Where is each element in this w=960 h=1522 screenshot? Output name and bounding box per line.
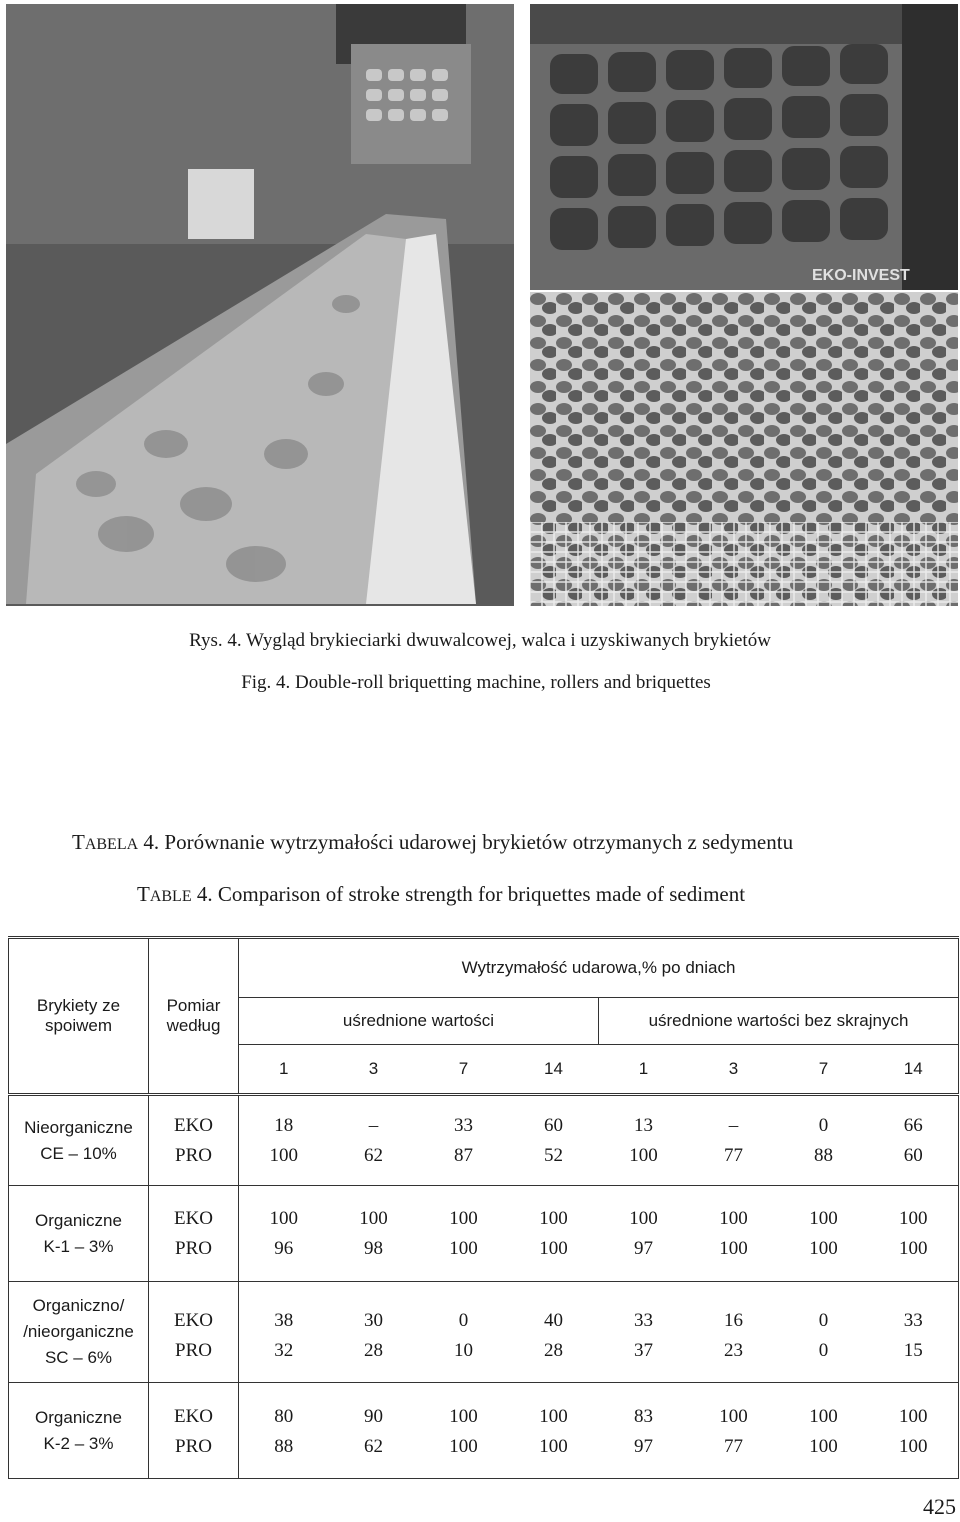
value-cell: 40 — [544, 1310, 563, 1331]
group-name-cell — [9, 1383, 149, 1479]
rollers-photo — [530, 4, 958, 290]
group-name-line: Organiczne — [35, 1407, 122, 1427]
value-cell: 90 — [364, 1406, 383, 1427]
value-cell: 100 — [809, 1208, 838, 1229]
value-cell: 87 — [419, 1141, 509, 1186]
value-cell: 28 — [509, 1336, 599, 1383]
group-name-line: /nieorganiczne — [23, 1322, 134, 1341]
value-cell: 100 — [689, 1234, 779, 1282]
value-cell: 100 — [869, 1186, 959, 1235]
value-cell: 30 — [364, 1310, 383, 1331]
group-name-cell — [9, 1095, 149, 1186]
value-cell: 100 — [359, 1208, 388, 1229]
method-cell: EKO — [149, 1282, 239, 1337]
value-cell: 0 — [818, 1115, 829, 1136]
eko-invest-watermark: EKO-INVEST — [812, 267, 910, 284]
table-row — [9, 1336, 959, 1383]
value-cell: 66 — [869, 1095, 959, 1142]
table-title-en — [137, 882, 745, 907]
table-title-pl-smallcaps: ABELA — [84, 836, 139, 853]
table-title-en-initial: T — [137, 882, 150, 906]
value-cell: 88 — [779, 1141, 869, 1186]
method-cell: PRO — [149, 1141, 239, 1186]
value-cell: 16 — [724, 1310, 743, 1331]
value-cell: 100 — [539, 1406, 568, 1427]
value-cell: 80 — [274, 1406, 294, 1427]
method-cell: EKO — [149, 1186, 239, 1235]
value-cell: 100 — [269, 1208, 298, 1229]
group-name-line: CE – 10% — [40, 1143, 117, 1163]
value-cell: 100 — [599, 1141, 689, 1186]
table-title-pl-text: 4. Porównanie wytrzymałości udarowej brykietów otrzymanych z sedymentu — [138, 830, 794, 854]
header-day-noext-3: 3 — [689, 1045, 779, 1095]
value-cell: 100 — [809, 1406, 838, 1427]
value-cell: 62 — [329, 1141, 419, 1186]
header-day-noext-1: 1 — [599, 1045, 689, 1095]
header-day-noext-14: 14 — [869, 1045, 959, 1095]
value-cell: 0 — [779, 1336, 869, 1383]
table-title-en-text: 4. Comparison of stroke strength for briquettes made of sediment — [191, 882, 746, 906]
value-cell: 13 — [634, 1115, 653, 1136]
value-cell: 100 — [539, 1208, 568, 1229]
value-cell: 37 — [599, 1336, 689, 1383]
value-cell: 97 — [599, 1234, 689, 1282]
value-cell: 98 — [329, 1234, 419, 1282]
method-cell: EKO — [149, 1095, 239, 1142]
value-cell: 100 — [239, 1141, 329, 1186]
group-name-line: Organiczno/ — [32, 1296, 125, 1315]
value-cell: 100 — [509, 1432, 599, 1479]
value-cell: 52 — [509, 1141, 599, 1186]
table-row — [9, 1234, 959, 1282]
value-cell: 32 — [239, 1336, 329, 1383]
value-cell: 33 — [454, 1115, 473, 1136]
value-cell: 100 — [629, 1208, 658, 1229]
table-row — [9, 1186, 959, 1235]
header-day-avg-3: 3 — [329, 1045, 419, 1095]
header-averaged-no-extremes: uśrednione wartości bez skrajnych — [599, 998, 959, 1045]
value-cell: 100 — [449, 1406, 478, 1427]
value-cell: 77 — [689, 1432, 779, 1479]
header-day-avg-14: 14 — [509, 1045, 599, 1095]
group-name-line: Nieorganiczne — [24, 1117, 133, 1137]
value-cell: 100 — [869, 1383, 959, 1433]
method-cell: PRO — [149, 1336, 239, 1383]
value-cell: 23 — [689, 1336, 779, 1383]
briquetting-machine-photo — [6, 4, 514, 606]
value-cell: 100 — [779, 1432, 869, 1479]
value-cell: 18 — [274, 1115, 294, 1136]
value-cell: 100 — [869, 1432, 959, 1479]
value-cell: 100 — [869, 1234, 959, 1282]
value-cell: 0 — [818, 1310, 829, 1331]
value-cell: 28 — [329, 1336, 419, 1383]
group-name-cell — [9, 1282, 149, 1383]
table-title-pl-initial: T — [72, 830, 85, 854]
table-row — [9, 1095, 959, 1142]
group-name-cell — [9, 1186, 149, 1282]
value-cell: 62 — [329, 1432, 419, 1479]
value-cell: 33 — [634, 1310, 653, 1331]
value-cell: 0 — [458, 1310, 469, 1331]
value-cell: – — [368, 1115, 379, 1136]
value-cell: 88 — [239, 1432, 329, 1479]
header-day-avg-7: 7 — [419, 1045, 509, 1095]
value-cell: 60 — [869, 1141, 959, 1186]
table-title-pl — [72, 830, 793, 855]
briquettes-photo — [530, 292, 958, 606]
group-name-line: K-2 – 3% — [43, 1433, 114, 1453]
value-cell: 100 — [509, 1234, 599, 1282]
value-cell: 15 — [869, 1336, 959, 1383]
value-cell: 100 — [719, 1208, 748, 1229]
impact-strength-table — [8, 936, 959, 1479]
group-name-line: Organiczne — [35, 1210, 122, 1230]
value-cell: 100 — [419, 1432, 509, 1479]
method-cell: PRO — [149, 1432, 239, 1479]
header-pomiar: Pomiar według — [149, 938, 239, 1095]
value-cell: 96 — [239, 1234, 329, 1282]
page-number: 425 — [923, 1494, 956, 1519]
method-cell: PRO — [149, 1234, 239, 1282]
table-row — [9, 1141, 959, 1186]
table-row — [9, 1282, 959, 1337]
value-cell: 100 — [449, 1208, 478, 1229]
value-cell: 97 — [599, 1432, 689, 1479]
table-row — [9, 1383, 959, 1433]
header-averaged: uśrednione wartości — [239, 998, 599, 1045]
header-day-avg-1: 1 — [239, 1045, 329, 1095]
value-cell: 60 — [544, 1115, 563, 1136]
table-row — [9, 1432, 959, 1479]
figure-caption-pl: Rys. 4. Wygląd brykieciarki dwuwalcowej, walca i uzyskiwanych brykietów — [189, 630, 771, 651]
header-day-noext-7: 7 — [779, 1045, 869, 1095]
value-cell: 100 — [779, 1234, 869, 1282]
method-cell: EKO — [149, 1383, 239, 1433]
value-cell: 33 — [869, 1282, 959, 1337]
value-cell: 38 — [274, 1310, 294, 1331]
group-name-line: K-1 – 3% — [43, 1236, 114, 1256]
header-brykiety: Brykiety ze spoiwem — [9, 938, 149, 1095]
figure-caption-en: Fig. 4. Double-roll briquetting machine, rollers and briquettes — [241, 672, 711, 693]
value-cell: 77 — [689, 1141, 779, 1186]
header-impact-strength: Wytrzymałość udarowa,% po dniach — [239, 938, 959, 998]
value-cell: 10 — [419, 1336, 509, 1383]
value-cell: 100 — [719, 1406, 748, 1427]
group-name-line: SC – 6% — [44, 1348, 113, 1367]
table-title-en-smallcaps: ABLE — [149, 888, 192, 905]
value-cell: 83 — [634, 1406, 653, 1427]
value-cell: – — [728, 1115, 739, 1136]
value-cell: 100 — [419, 1234, 509, 1282]
